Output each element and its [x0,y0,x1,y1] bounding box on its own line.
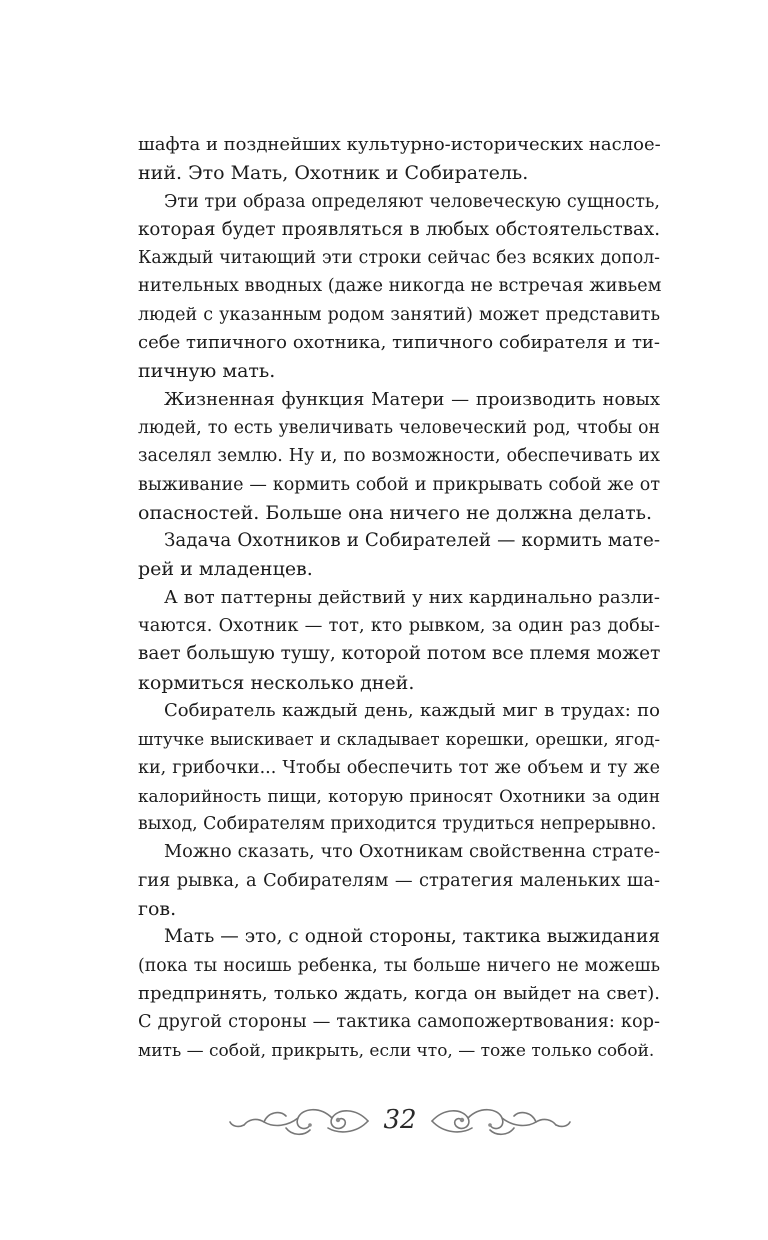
text-line: Каждый читающий эти строки сейчас без всяких допол- [138,248,660,269]
text-line: опасностей. Больше она ничего не должна делать. [138,501,653,524]
paragraph-first-line: Жизненная функция Матери — производить новых [164,388,660,410]
text-line: мить — собой, прикрыть, если что, — тоже только собой. [138,1040,655,1061]
text-line: шафта и позднейших культурно-исторических наслое- [138,134,661,155]
text-line: гия рывка, а Собирателям — стратегия маленьких ша- [138,870,660,891]
paragraph-first-line: Эти три образа определяют человеческую сущность, [164,191,660,212]
text-line: штучке выискивает и складывает корешки, орешки, ягод- [138,729,660,750]
text-line: себе типичного охотника, типичного собирателя и ти- [138,332,660,354]
text-line: чаются. Охотник — тот, кто рывком, за один раз добы- [138,616,660,637]
paragraph-first-line: Можно сказать, что Охотникам свойственна страте- [164,842,660,863]
text-line: С другой стороны — тактика самопожертвования: кор- [138,1012,660,1033]
text-line: выход, Собирателям приходится трудиться непрерывно. [138,814,657,835]
text-line: рей и младенцев. [138,558,313,581]
text-line: гов. [138,898,177,921]
text-line: людей, то есть увеличивать человеческий род, чтобы он [138,417,660,438]
text-line: заселял землю. Ну и, по возможности, обеспечивать их [138,446,660,467]
text-line: ний. Это Мать, Охотник и Собиратель. [138,162,529,185]
paragraph-first-line: Задача Охотников и Собирателей — кормить мате- [164,530,660,552]
text-line: которая будет проявляться в любых обстоятельствах. [138,218,660,240]
text-line: пичную мать. [138,360,276,383]
paragraph-first-line: Мать — это, с одной стороны, тактика выжидания [164,926,660,948]
page-number: 32 [383,1105,417,1135]
text-line: выживание — кормить собой и прикрывать собой же от [138,474,660,495]
text-line: (пока ты носишь ребенка, ты больше ничего не можешь [138,955,660,976]
paragraph-first-line: А вот паттерны действий у них кардинально разли- [164,586,660,608]
paragraph-first-line: Собиратель каждый день, каждый миг в трудах: по [164,699,660,721]
text-line: кормиться несколько дней. [138,671,415,694]
text-line: калорийность пищи, которую приносят Охотники за один [138,785,660,806]
text-line: людей с указанным родом занятий) может представить [138,304,660,325]
text-line: вает большую тушу, которой потом все племя может [138,643,661,665]
page-footer [228,1098,572,1144]
text-line: предпринять, только ждать, когда он выйдет на свет). [138,982,660,1004]
body-text [138,131,660,1065]
text-line: нительных вводных (даже никогда не встречая живьем [138,276,662,297]
text-line: ки, грибочки... Чтобы обеспечить тот же объем и ту же [138,757,660,778]
